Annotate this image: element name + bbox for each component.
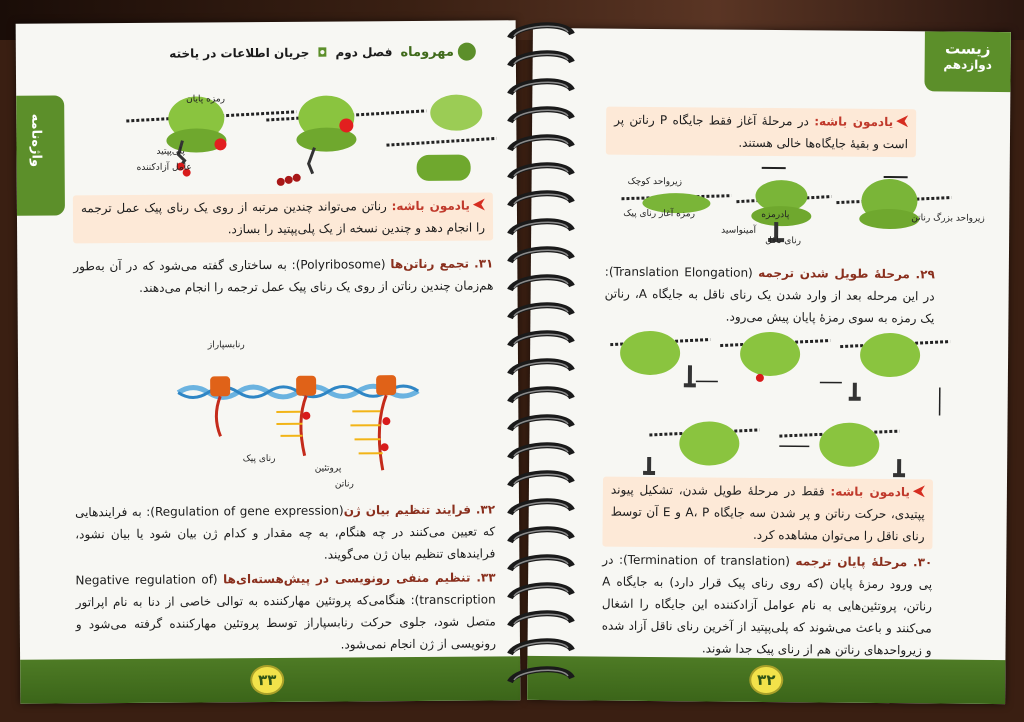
item-29-term: (Translation Elongation): bbox=[604, 264, 759, 280]
item-31-text: به ساختاری گفته می‌شود که در آن به‌طور هم‌زمان چندین رناتن از روی یک رنای پیک عمل ترجمه را انجام می‌دهند. bbox=[73, 257, 494, 295]
ribosome-label: رناتن bbox=[334, 479, 354, 490]
start-codon-label: رمزه آغاز رنای پیک bbox=[623, 208, 696, 220]
note-text: فقط در مرحلهٔ طویل شدن، تشکیل پیوند پپتیدی، حرکت رناتن و پر شدن سه جایگاه A، P و E آن توسط رنای ناقل را می‌توان مشاهده کرد. bbox=[610, 482, 925, 544]
protein-label: پروتئین bbox=[314, 463, 342, 474]
page-header bbox=[169, 43, 476, 63]
item-33-text: هنگامی‌که پروتئین مهارکننده به توالی خاصی از دنا به نام اپراتور متصل شود، جلوی حرکت رنابسپاراز توسط پروتئین مهارکننده گرفته می‌شود و رونویسی از ژن انجام نمی‌شود. bbox=[75, 593, 497, 652]
termination-figure bbox=[116, 84, 497, 197]
note-text: رنا‌تن می‌تواند چندین مرتبه از روی یک رنای پیک عمل ترجمه را انجام دهد و چندین نسخه از یک پلی‌پپتید را بسازد. bbox=[80, 199, 486, 237]
badge-subject: زیست bbox=[944, 39, 991, 58]
header-separator: ◘ bbox=[317, 45, 328, 60]
item-33-heading: ۳۳. تنظیم منفی رونویسی در پیش‌هسته‌ای‌ها bbox=[223, 570, 496, 587]
note-callout-1 bbox=[606, 107, 916, 158]
badge-grade: دوازدهم bbox=[943, 57, 992, 72]
note-tag: یادمون باشه: bbox=[814, 114, 894, 130]
item-29-text: در این مرحله بعد از وارد شدن یک رنای ناقل به جایگاه A، رناتن یک رمزه به سوی رمزهٔ پایان پیش می‌رود. bbox=[604, 286, 935, 326]
item-30-term: (Termination of translation): bbox=[618, 552, 796, 569]
page-number: ۳۲ bbox=[749, 665, 783, 695]
item-29 bbox=[604, 261, 935, 330]
release-factor-label: عامل آزادکننده bbox=[136, 162, 192, 173]
brand-name: مهروماه bbox=[400, 44, 454, 60]
note-text: در مرحلهٔ آغاز فقط جایگاه P رناتن پر است و بقیهٔ جایگاه‌ها خالی هستند. bbox=[614, 112, 909, 152]
note-arrow-icon bbox=[896, 115, 908, 127]
amino-acid-label: آمینواسید bbox=[721, 225, 757, 236]
glossary-side-tab[interactable] bbox=[16, 95, 65, 215]
rna-polymerase-label: رنابسپاراز bbox=[207, 340, 245, 351]
book-badge bbox=[924, 31, 1011, 92]
polypeptide-label: پلی‌پپتید bbox=[156, 146, 185, 157]
note-tag: یادمون باشه: bbox=[830, 484, 910, 500]
note-callout-1 bbox=[73, 192, 493, 243]
chapter-label: فصل دوم bbox=[335, 45, 393, 60]
anticodon-label: پادرمزه bbox=[761, 209, 790, 221]
item-31-term: (Polyribosome): bbox=[291, 257, 391, 272]
item-30 bbox=[601, 549, 932, 662]
item-32 bbox=[75, 498, 495, 567]
note-tag: یادمون باشه: bbox=[391, 198, 470, 214]
page-number: ۳۳ bbox=[250, 665, 284, 695]
left-page bbox=[16, 20, 521, 703]
item-32-text: به فرایندهایی که تعیین می‌کنند در چه هنگام، به چه مقدار و کدام ژن بیان شود یا بیان نشود، فرایندهای تنظیم بیان ژن می‌گویند. bbox=[74, 504, 496, 562]
trna-label: رنای ناقل bbox=[765, 235, 802, 247]
item-31-heading: ۳۱. تجمع رناتن‌ها bbox=[390, 256, 494, 272]
spiral-binding bbox=[506, 0, 576, 722]
note-arrow-icon bbox=[913, 485, 925, 497]
chapter-title: جریان اطلاعات در یاخته bbox=[169, 45, 310, 61]
side-tab-label: واژه‌نامه bbox=[28, 113, 44, 168]
item-31 bbox=[73, 252, 493, 299]
note-arrow-icon bbox=[473, 198, 485, 210]
item-29-heading: ۲۹. مرحلهٔ طویل شدن ترجمه bbox=[758, 265, 935, 282]
large-subunit-label: زیرواحد بزرگ رناتن bbox=[911, 213, 985, 224]
item-30-heading: ۳۰. مرحلهٔ پایان ترجمه bbox=[795, 554, 933, 570]
brand-logo-icon bbox=[458, 43, 476, 61]
right-page bbox=[527, 28, 1011, 704]
ribosome-release-illustration bbox=[126, 94, 497, 187]
item-32-term: (Regulation of gene expression): bbox=[146, 503, 344, 519]
small-subunit-label: زیرواحد کوچک bbox=[627, 176, 683, 188]
item-33 bbox=[75, 566, 496, 657]
item-32-heading: ۳۲. فرایند تنظیم بیان ژن bbox=[343, 502, 496, 518]
elongation-figure bbox=[609, 325, 950, 488]
stop-codon-label: رمزه پایان bbox=[186, 94, 226, 105]
item-33-term: (Negative regulation of transcription): bbox=[75, 572, 496, 608]
item-30-text: در پی ورود رمزهٔ پایان (که روی رنای پیک قرار دارد) به جایگاه A رناتن، پروتئین‌هایی به نام عوامل آزادکننده این جایگاه را اشغال می‌کنند و باعث می‌شوند که پلی‌پپتید از آخرین رنای ناقل آزاد شده و زیرواحدهای رناتن هم از رنای پیک جدا شوند. bbox=[601, 552, 933, 658]
brand bbox=[400, 43, 476, 62]
note-callout-2 bbox=[602, 477, 933, 550]
mrna-label: رنای پیک bbox=[242, 453, 276, 465]
polyribosome-figure bbox=[168, 351, 429, 483]
